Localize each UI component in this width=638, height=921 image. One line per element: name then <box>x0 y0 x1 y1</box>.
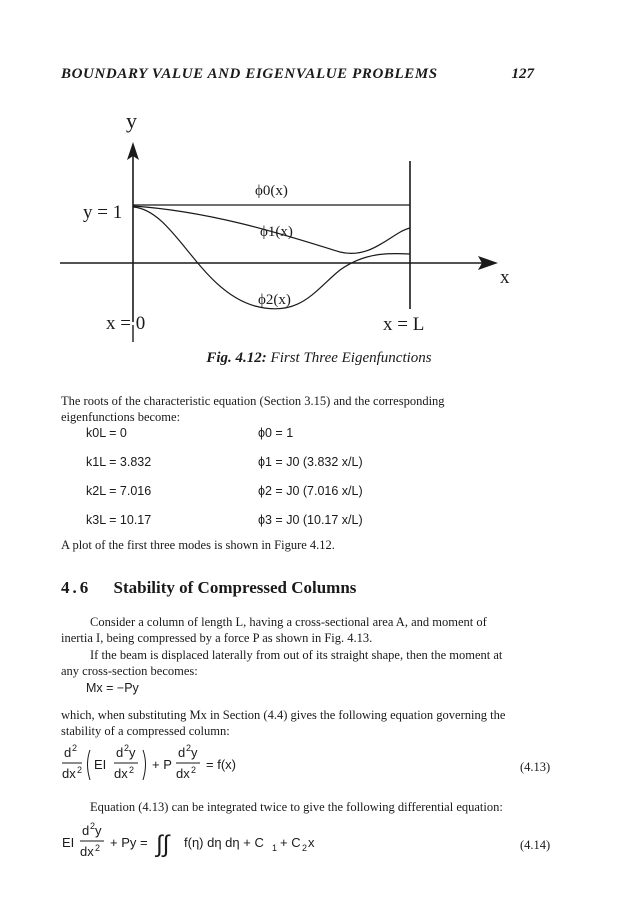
svg-text:+ P: + P <box>152 757 172 772</box>
para3-line2: stability of a compressed column: <box>61 724 230 738</box>
k2-row: k2L = 7.016 <box>86 484 152 498</box>
plot-note: A plot of the first three modes is shown in Figure 4.12. <box>61 538 335 552</box>
svg-text:d: d <box>116 745 124 760</box>
k3-row: k3L = 10.17 <box>86 513 152 527</box>
svg-text:+ C: + C <box>280 835 301 850</box>
equation-4-14 <box>60 818 380 868</box>
svg-text:2: 2 <box>129 765 135 775</box>
para2-line2: any cross-section becomes: <box>61 664 198 678</box>
intro-line-1: The roots of the characteristic equation (Section 3.15) and the corresponding <box>61 394 445 408</box>
svg-text:y: y <box>129 745 136 760</box>
intro-line-2: eigenfunctions become: <box>61 410 181 424</box>
para4-line1: Equation (4.13) can be integrated twice to give the following differential equation: <box>90 800 503 814</box>
svg-text:= f(x): = f(x) <box>206 757 236 772</box>
svg-text:f(η) dη dη + C: f(η) dη dη + C <box>184 835 264 850</box>
x-equals-0-label: x = 0 <box>106 313 146 334</box>
para1-line2: inertia I, being compressed by a force P as shown in Fig. 4.13. <box>61 631 373 645</box>
svg-text:EI: EI <box>94 757 107 772</box>
svg-text:+ Py =: + Py = <box>110 835 148 850</box>
svg-text:d: d <box>64 745 72 760</box>
svg-text:1: 1 <box>272 843 278 853</box>
svg-text:2: 2 <box>124 743 130 753</box>
k1-row: k1L = 3.832 <box>86 455 152 469</box>
y-equals-1-label: y = 1 <box>83 202 123 223</box>
para2-line1: If the beam is displaced laterally from out of its straight shape, then the moment at <box>90 648 503 662</box>
svg-text:dx: dx <box>114 766 128 781</box>
phi2-label: ϕ2(x) <box>258 292 291 308</box>
svg-text:d: d <box>178 745 186 760</box>
svg-text:2: 2 <box>77 765 83 775</box>
page-number: 127 <box>511 66 534 82</box>
equation-4-14-number: (4.14) <box>520 838 551 852</box>
svg-text:dx: dx <box>176 766 190 781</box>
svg-text:2: 2 <box>186 743 192 753</box>
caption-number: Fig. 4.12: <box>206 350 267 366</box>
eigenfunction-figure <box>0 0 638 350</box>
running-title: BOUNDARY VALUE AND EIGENVALUE PROBLEMS <box>61 66 438 82</box>
y-axis-label: y <box>126 108 137 133</box>
svg-text:2: 2 <box>90 821 96 831</box>
equation-4-13-number: (4.13) <box>520 760 551 774</box>
svg-text:x: x <box>308 835 315 850</box>
x-axis-label: x <box>500 267 510 288</box>
svg-text:∫∫: ∫∫ <box>156 831 170 858</box>
phi1-label: ϕ1(x) <box>260 224 293 240</box>
svg-text:2: 2 <box>302 843 308 853</box>
section-title: Stability of Compressed Columns <box>113 578 357 597</box>
svg-text:EI: EI <box>62 835 75 850</box>
svg-text:2: 2 <box>95 843 101 853</box>
k0-row: k0L = 0 <box>86 426 127 440</box>
svg-text:dx: dx <box>62 766 76 781</box>
moment-equation: Mx = −Py <box>86 681 139 695</box>
svg-text:y: y <box>95 823 102 838</box>
para3-line1: which, when substituting Mx in Section (4.4) gives the following equation governing the <box>61 708 506 722</box>
svg-text:2: 2 <box>191 765 197 775</box>
phi1-row: ϕ1 = J0 (3.832 x/L) <box>258 455 363 469</box>
figure-caption <box>0 350 638 367</box>
x-equals-L-label: x = L <box>383 314 425 335</box>
svg-text:dx: dx <box>80 844 94 859</box>
phi0-row: ϕ0 = 1 <box>258 426 294 440</box>
phi0-label: ϕ0(x) <box>255 183 288 199</box>
svg-text:y: y <box>191 745 198 760</box>
svg-text:2: 2 <box>72 743 78 753</box>
caption-text: First Three Eigenfunctions <box>270 350 432 366</box>
phi2-row: ϕ2 = J0 (7.016 x/L) <box>258 484 363 498</box>
section-number: 4.6 <box>61 578 92 597</box>
phi3-row: ϕ3 = J0 (10.17 x/L) <box>258 513 363 527</box>
equation-4-13 <box>60 740 320 790</box>
section-heading <box>61 578 356 598</box>
para1-line1: Consider a column of length L, having a cross-sectional area A, and moment of <box>90 615 487 629</box>
svg-text:d: d <box>82 823 90 838</box>
